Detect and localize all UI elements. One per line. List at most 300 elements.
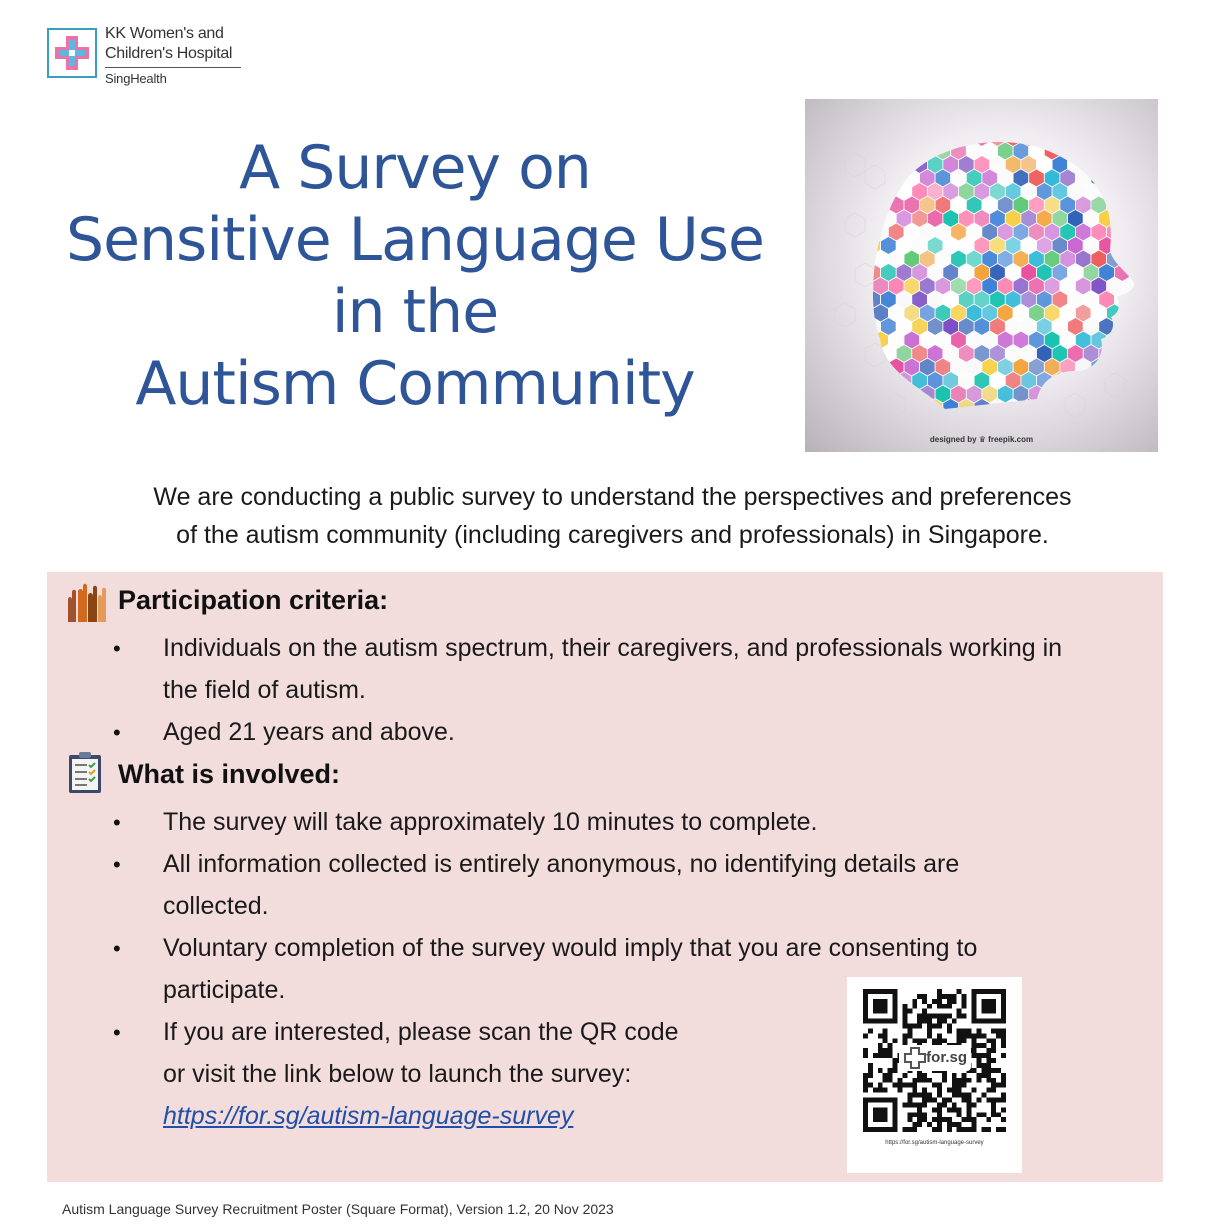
hex-tile: [1146, 237, 1158, 255]
hex-tile: [1122, 142, 1138, 160]
qr-module: [917, 1122, 922, 1127]
hex-tile: [865, 210, 881, 228]
hex-tile: [1029, 385, 1045, 403]
qr-module: [991, 1058, 996, 1063]
qr-module: [922, 1102, 927, 1107]
qr-module: [902, 1009, 907, 1014]
qr-module: [986, 1088, 991, 1093]
qr-module: [912, 999, 917, 1004]
bullet: •: [113, 636, 121, 661]
qr-module: [957, 1107, 962, 1112]
qr-module: [996, 1028, 1001, 1033]
qr-module: [868, 1028, 873, 1033]
hex-tile: [1138, 223, 1154, 241]
hex-tile: [998, 115, 1014, 133]
intro-line-1: We are conducting a public survey to understand the perspectives and preferences: [153, 483, 1072, 511]
hex-tile: [966, 115, 982, 133]
hex-tile: [982, 412, 998, 430]
qr-module: [976, 1063, 981, 1068]
qr-module: [957, 1127, 962, 1132]
hex-tile: [1130, 129, 1146, 147]
involved-item-2-line1: All information collected is entirely anonymous, no identifying details are: [163, 850, 960, 878]
qr-module: [996, 1083, 1001, 1088]
hex-tile: [1091, 385, 1107, 403]
hex-tile: [1153, 169, 1158, 187]
qr-module: [1001, 1117, 1006, 1122]
qr-module: [942, 1014, 947, 1019]
poster-title: [40, 132, 790, 420]
hex-tile: [1130, 372, 1146, 390]
criteria-item-2-line1: Aged 21 years and above.: [163, 718, 455, 746]
qr-logo-badge: [899, 1045, 971, 1071]
qr-module: [917, 1117, 922, 1122]
qr-module: [952, 994, 957, 999]
qr-module: [937, 999, 942, 1004]
involved-item-4-line2: or visit the link below to launch the survey:: [163, 1060, 632, 1088]
qr-module: [986, 1078, 991, 1083]
qr-module: [996, 1097, 1001, 1102]
qr-module: [912, 1122, 917, 1127]
qr-module: [912, 1004, 917, 1009]
qr-module: [917, 1078, 922, 1083]
qr-module: [927, 1033, 932, 1038]
qr-module: [937, 1102, 942, 1107]
hex-tile: [966, 412, 982, 430]
hex-tile: [943, 129, 959, 147]
hex-tile: [935, 115, 951, 133]
logo-divider: [105, 67, 241, 68]
hospital-name: [105, 24, 232, 64]
hex-tile: [1091, 358, 1107, 376]
hex-tile: [888, 142, 904, 160]
qr-module: [942, 1004, 947, 1009]
qr-code-card[interactable]: [847, 977, 1022, 1173]
qr-module: [863, 1048, 868, 1053]
qr-module: [976, 1053, 981, 1058]
qr-module: [986, 1048, 991, 1053]
qr-module: [888, 1048, 893, 1053]
hex-tile: [1107, 169, 1123, 187]
criteria-item-1-line1: Individuals on the autism spectrum, their caregivers, and professionals working in: [163, 634, 1063, 662]
qr-module: [962, 1093, 967, 1098]
qr-module: [957, 1122, 962, 1127]
qr-module: [922, 999, 927, 1004]
hex-tile: [1037, 399, 1053, 417]
hex-tile: [888, 169, 904, 187]
qr-module: [1001, 1043, 1006, 1048]
hex-tile: [1083, 399, 1099, 417]
hex-tile: [1044, 115, 1060, 133]
hospital-cross-icon: [47, 28, 97, 78]
hex-tile: [1146, 156, 1158, 174]
involved-item-3-line2: participate.: [163, 976, 286, 1004]
hex-tile: [1005, 399, 1021, 417]
hex-tile: [1138, 196, 1154, 214]
hex-tile: [1122, 358, 1138, 376]
hex-tile: [1013, 115, 1029, 133]
involved-item-1-line1: The survey will take approximately 10 minutes to complete.: [163, 808, 818, 836]
qr-module: [937, 1019, 942, 1024]
hex-tile: [1060, 412, 1076, 430]
qr-module: [917, 1107, 922, 1112]
qr-module: [962, 1004, 967, 1009]
qr-module: [937, 1083, 942, 1088]
hex-tile: [1138, 412, 1154, 430]
hex-tile: [904, 385, 920, 403]
qr-module: [947, 1014, 952, 1019]
qr-module: [957, 1088, 962, 1093]
hex-tile: [982, 115, 998, 133]
title-line-2: Sensitive Language Use: [66, 205, 764, 275]
qr-module: [981, 1063, 986, 1068]
qr-module: [902, 1038, 907, 1043]
qr-module: [991, 1038, 996, 1043]
hex-tile: [1052, 129, 1068, 147]
qr-module: [863, 1033, 868, 1038]
hex-tile: [857, 304, 873, 322]
hospital-name-line1: KK Women's and: [105, 25, 224, 42]
qr-module: [971, 1127, 976, 1132]
hex-tile: [857, 412, 873, 430]
qr-module: [937, 1088, 942, 1093]
hex-tile: [1114, 399, 1130, 417]
qr-module: [898, 1083, 903, 1088]
qr-module: [917, 1019, 922, 1024]
qr-module: [932, 1038, 937, 1043]
qr-module: [878, 1083, 883, 1088]
qr-module: [907, 1009, 912, 1014]
qr-module: [962, 1073, 967, 1078]
qr-module: [996, 1127, 1001, 1132]
qr-module: [976, 1058, 981, 1063]
qr-module: [893, 1038, 898, 1043]
qr-module: [1001, 1107, 1006, 1112]
hex-tile: [1146, 399, 1158, 417]
hex-tile: [1153, 223, 1158, 241]
qr-module: [962, 1028, 967, 1033]
what-is-involved-heading: What is involved:: [118, 759, 341, 789]
hex-tile: [896, 129, 912, 147]
hex-tile: [1099, 345, 1115, 363]
qr-module: [986, 1127, 991, 1132]
qr-module: [927, 1122, 932, 1127]
hex-tile: [865, 129, 881, 147]
hex-tile: [1029, 412, 1045, 430]
qr-module: [883, 1033, 888, 1038]
qr-module: [907, 1093, 912, 1098]
hex-tile: [1122, 196, 1138, 214]
qr-module: [991, 1112, 996, 1117]
qr-module: [922, 1019, 927, 1024]
bullet: •: [113, 810, 121, 835]
hex-tile: [1075, 115, 1091, 133]
hex-tile: [1153, 331, 1158, 349]
hex-tile: [1146, 318, 1158, 336]
hex-tile: [1122, 304, 1138, 322]
involved-item-4-line1: If you are interested, please scan the QR code: [163, 1018, 679, 1046]
hex-tile: [873, 196, 889, 214]
qr-module: [957, 1093, 962, 1098]
hex-tile: [951, 412, 967, 430]
qr-module: [917, 1073, 922, 1078]
qr-module: [991, 1043, 996, 1048]
qr-module: [957, 1078, 962, 1083]
involved-item-3-line1: Voluntary completion of the survey would imply that you are consenting to: [163, 934, 978, 962]
qr-module: [947, 1122, 952, 1127]
qr-module: [1001, 1093, 1006, 1098]
qr-module: [967, 1097, 972, 1102]
qr-module: [932, 1024, 937, 1029]
qr-module: [937, 1093, 942, 1098]
qr-module: [971, 1048, 976, 1053]
qr-module: [878, 1048, 883, 1053]
involved-item-4: [163, 1011, 679, 1137]
qr-module: [893, 1068, 898, 1073]
qr-module: [947, 1117, 952, 1122]
qr-finder: [873, 1107, 888, 1122]
hex-tile: [1091, 412, 1107, 430]
qr-module: [947, 1097, 952, 1102]
qr-module: [878, 1043, 883, 1048]
qr-module: [912, 1024, 917, 1029]
hex-tile: [1146, 210, 1158, 228]
hex-tile: [1107, 331, 1123, 349]
qr-module: [976, 1028, 981, 1033]
hex-tile: [1083, 372, 1099, 390]
qr-module: [981, 1073, 986, 1078]
hex-tile: [1021, 129, 1037, 147]
qr-module: [957, 1014, 962, 1019]
qr-module: [986, 1097, 991, 1102]
hex-tile: [1146, 372, 1158, 390]
qr-module: [981, 1033, 986, 1038]
bullet: •: [113, 720, 121, 745]
qr-module: [942, 1117, 947, 1122]
qr-module: [922, 1009, 927, 1014]
qr-finder: [981, 999, 996, 1014]
hex-tile: [990, 399, 1006, 417]
qr-module: [937, 1038, 942, 1043]
qr-module: [863, 1083, 868, 1088]
qr-module: [976, 1112, 981, 1117]
qr-module: [991, 1102, 996, 1107]
qr-module: [952, 1073, 957, 1078]
qr-module: [937, 1112, 942, 1117]
qr-module: [937, 994, 942, 999]
qr-module: [986, 1053, 991, 1058]
hex-tile: [1114, 237, 1130, 255]
qr-module: [967, 1028, 972, 1033]
hex-tile: [888, 115, 904, 133]
participation-criteria-heading: Participation criteria:: [118, 585, 389, 615]
qr-module: [957, 1038, 962, 1043]
hex-tile: [857, 142, 873, 160]
intro-paragraph: [40, 478, 1185, 554]
qr-module: [902, 1073, 907, 1078]
head-illustration: [805, 99, 1158, 452]
qr-module: [1001, 1127, 1006, 1132]
qr-module: [1001, 1028, 1006, 1033]
qr-module: [932, 999, 937, 1004]
qr-module: [878, 1088, 883, 1093]
qr-module: [868, 1073, 873, 1078]
involved-item-1: [163, 801, 817, 843]
qr-module: [952, 1019, 957, 1024]
qr-module: [952, 1122, 957, 1127]
qr-module: [932, 1127, 937, 1132]
hex-tile: [951, 115, 967, 133]
qr-module: [883, 1073, 888, 1078]
hex-tile: [1083, 129, 1099, 147]
qr-module: [962, 1083, 967, 1088]
qr-module: [986, 1058, 991, 1063]
hex-tile: [865, 399, 881, 417]
qr-module: [976, 1078, 981, 1083]
qr-module: [942, 1078, 947, 1083]
hex-tile: [1068, 372, 1084, 390]
qr-module: [962, 1014, 967, 1019]
qr-module: [937, 1127, 942, 1132]
qr-module: [898, 1078, 903, 1083]
hex-tile: [1153, 304, 1158, 322]
hex-tile: [1091, 115, 1107, 133]
bullet: •: [113, 936, 121, 961]
qr-module: [907, 1102, 912, 1107]
hex-tile: [920, 385, 936, 403]
hex-tile: [873, 385, 889, 403]
qr-module: [971, 1088, 976, 1093]
qr-module: [967, 1117, 972, 1122]
qr-module: [907, 1117, 912, 1122]
hex-tile: [1068, 129, 1084, 147]
qr-module: [976, 1043, 981, 1048]
qr-module: [902, 1004, 907, 1009]
hex-tile: [896, 156, 912, 174]
qr-module: [878, 1053, 883, 1058]
hex-tile: [1037, 129, 1053, 147]
qr-module: [868, 1068, 873, 1073]
hex-tile: [1122, 115, 1138, 133]
criteria-item-1: [163, 627, 1062, 711]
qr-caption: https://for.sg/autism-language-survey: [885, 1140, 984, 1146]
qr-module: [962, 1127, 967, 1132]
qr-module: [917, 1014, 922, 1019]
bullet: •: [113, 852, 121, 877]
hex-tile: [1114, 210, 1130, 228]
hex-tile: [912, 129, 928, 147]
hex-tile: [1083, 156, 1099, 174]
qr-module: [917, 1024, 922, 1029]
qr-module: [893, 1063, 898, 1068]
qr-module: [902, 1019, 907, 1024]
qr-module: [1001, 1053, 1006, 1058]
qr-module: [883, 1048, 888, 1053]
qr-module: [907, 1033, 912, 1038]
hex-mosaic: [857, 115, 1158, 452]
qr-module: [937, 1004, 942, 1009]
hex-tile: [1130, 183, 1146, 201]
hex-tile: [959, 399, 975, 417]
survey-link[interactable]: https://for.sg/autism-language-survey: [163, 1102, 574, 1130]
hex-tile: [1153, 196, 1158, 214]
hex-tile: [1130, 345, 1146, 363]
hex-tile: [920, 115, 936, 133]
qr-module: [952, 1093, 957, 1098]
hex-tile: [1114, 318, 1130, 336]
qr-module: [912, 1088, 917, 1093]
qr-module: [902, 1024, 907, 1029]
hex-tile: [904, 115, 920, 133]
qr-module: [888, 1078, 893, 1083]
title-line-1: A Survey on: [239, 133, 591, 203]
qr-module: [957, 1112, 962, 1117]
qr-module: [971, 1122, 976, 1127]
hex-tile: [1153, 277, 1158, 295]
hex-tile: [1138, 385, 1154, 403]
qr-module: [922, 1038, 927, 1043]
qr-module: [986, 1068, 991, 1073]
hex-tile: [1138, 250, 1154, 268]
qr-module: [952, 1102, 957, 1107]
hex-tile: [1138, 142, 1154, 160]
geometric-head-image: [805, 99, 1158, 452]
hex-tile: [1107, 196, 1123, 214]
hex-tile: [1130, 291, 1146, 309]
qr-module: [967, 1033, 972, 1038]
qr-module: [957, 989, 962, 994]
qr-module: [907, 1024, 912, 1029]
hex-tile: [904, 412, 920, 430]
hex-tile: [1021, 399, 1037, 417]
qr-module: [952, 999, 957, 1004]
qr-module: [883, 1088, 888, 1093]
qr-module: [962, 1033, 967, 1038]
qr-module: [912, 1102, 917, 1107]
qr-module: [927, 1014, 932, 1019]
qr-module: [957, 1083, 962, 1088]
hex-tile: [1153, 142, 1158, 160]
qr-module: [912, 1112, 917, 1117]
hex-tile: [1153, 385, 1158, 403]
qr-module: [962, 1038, 967, 1043]
qr-module: [932, 1117, 937, 1122]
hex-tile: [920, 142, 936, 160]
qr-module: [942, 1019, 947, 1024]
hex-tile: [1146, 183, 1158, 201]
hex-tile: [1107, 412, 1123, 430]
hex-tile: [1153, 250, 1158, 268]
hex-tile: [857, 277, 873, 295]
qr-module: [907, 1083, 912, 1088]
hex-tile: [865, 372, 881, 390]
qr-module: [927, 1097, 932, 1102]
hex-tile: [1146, 345, 1158, 363]
hex-tile: [1153, 358, 1158, 376]
qr-module: [902, 1102, 907, 1107]
clipboard-checklist-icon: [67, 750, 103, 794]
qr-module: [927, 1078, 932, 1083]
hex-tile: [1153, 115, 1158, 133]
qr-module: [996, 1033, 1001, 1038]
hex-tile: [1052, 372, 1068, 390]
hex-tile: [873, 412, 889, 430]
hex-tile: [1099, 156, 1115, 174]
hex-tile: [943, 399, 959, 417]
hex-tile: [1114, 129, 1130, 147]
hex-tile: [1130, 156, 1146, 174]
hex-tile: [1138, 169, 1154, 187]
hex-tile: [881, 183, 897, 201]
